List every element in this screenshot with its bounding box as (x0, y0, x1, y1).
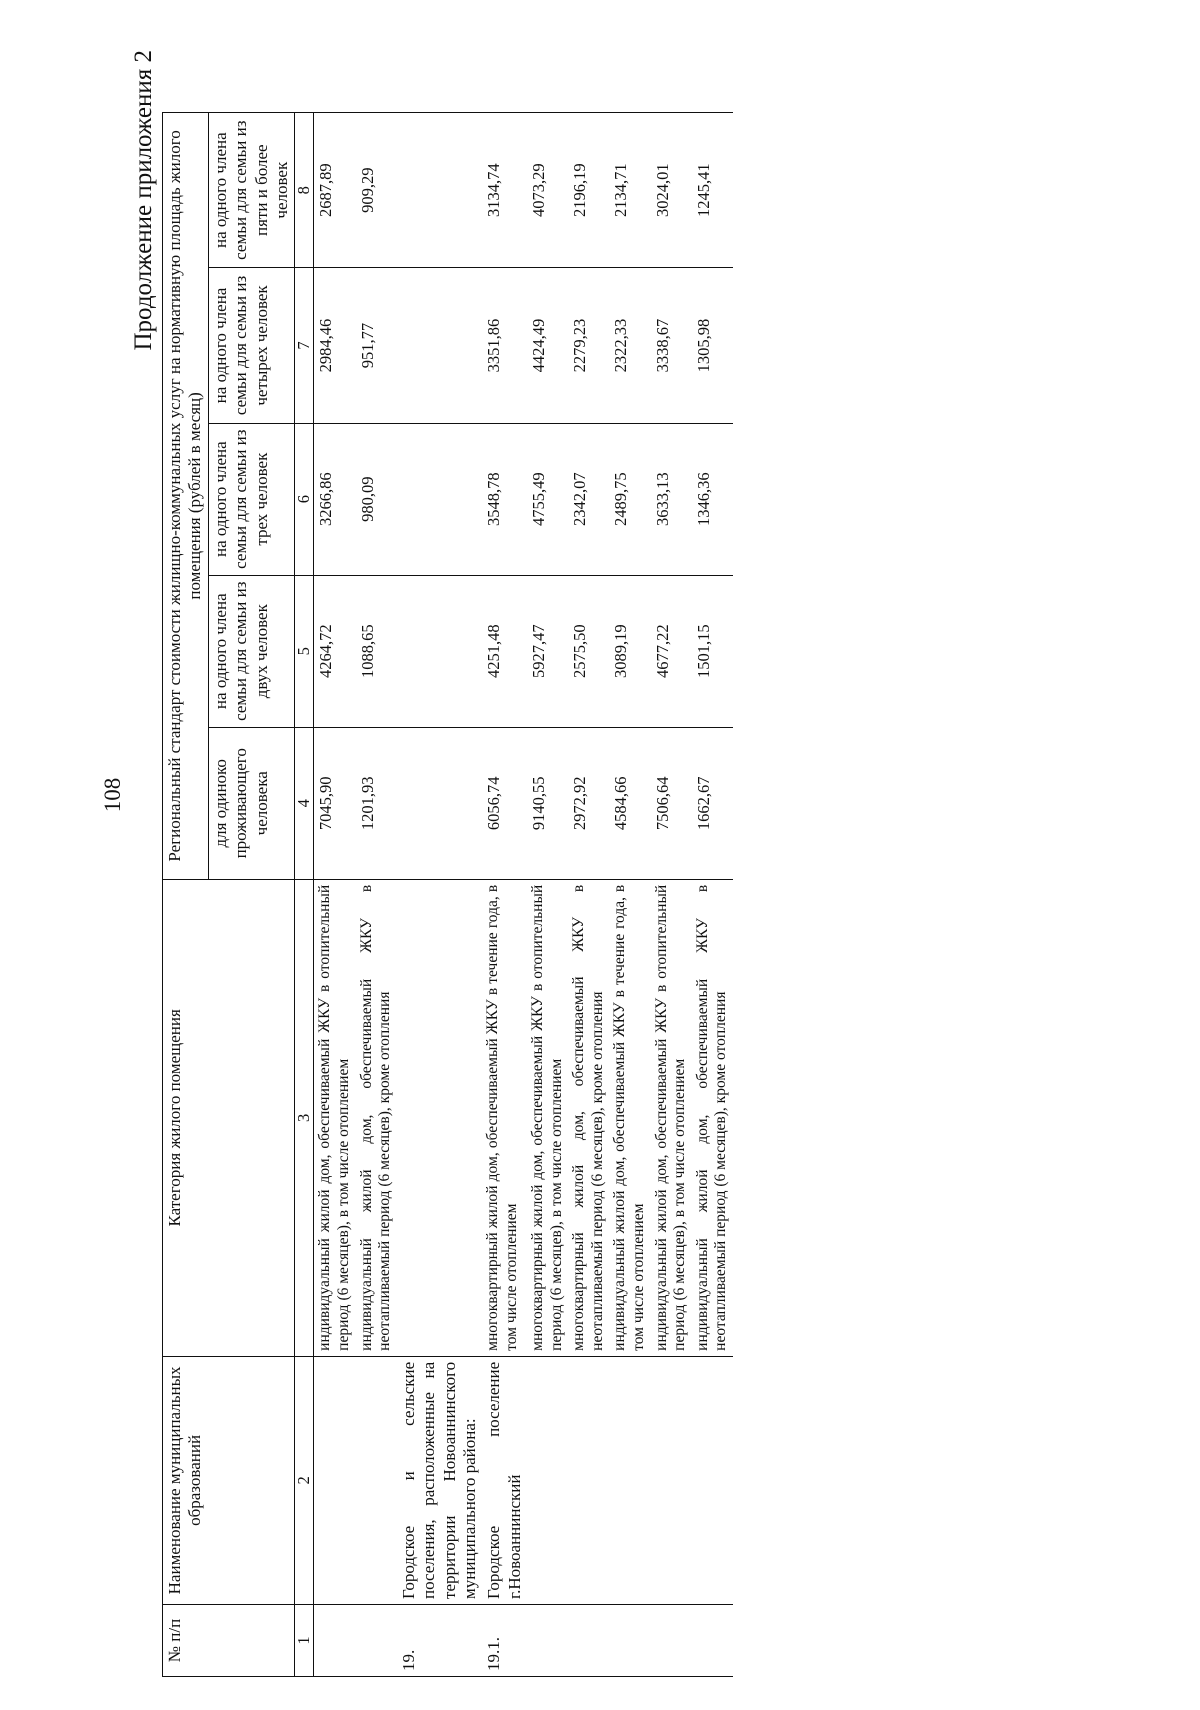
housing-category: многоквартирный жилой дом, обеспечиваемый ЖКУ в течение года, в том числе отоплением (482, 879, 527, 1356)
municipality-name (568, 1356, 609, 1604)
value-two: 2575,50 (568, 575, 609, 727)
value-single: 1662,67 (692, 727, 733, 879)
value-three: 3266,86 (314, 423, 356, 575)
header-no: № п/п (163, 1604, 295, 1676)
column-number: 1 (295, 1604, 314, 1676)
table-row (397, 113, 483, 1677)
table-row (356, 113, 397, 1677)
value-five-plus: 909,29 (356, 113, 397, 268)
row-number (692, 1604, 733, 1676)
value-three: 2342,07 (568, 423, 609, 575)
value-five-plus: 3024,01 (651, 113, 692, 268)
value-two: 4251,48 (482, 575, 527, 727)
row-number: 19. (397, 1604, 483, 1676)
value-four: 3338,67 (651, 268, 692, 423)
column-number: 3 (295, 879, 314, 1356)
table-row (568, 113, 609, 1677)
table-row (482, 113, 527, 1677)
header-col-8: на одного члена семьи для семьи из пяти и более человек (208, 113, 295, 268)
table-row (609, 113, 650, 1677)
housing-category: индивидуальный жилой дом, обеспечиваемый ЖКУ в течение года, в том числе отоплением (609, 879, 650, 1356)
municipality-name (527, 1356, 568, 1604)
header-category: Категория жилого помещения (163, 879, 295, 1356)
column-number: 2 (295, 1356, 314, 1604)
column-number: 7 (295, 268, 314, 423)
housing-category (397, 879, 483, 1356)
column-number: 6 (295, 423, 314, 575)
header-col-5: на одного члена семьи для семьи из двух человек (208, 575, 295, 727)
value-single: 6056,74 (482, 727, 527, 879)
header-col-4: для одиноко проживающего человека (208, 727, 295, 879)
value-four: 2984,46 (314, 268, 356, 423)
value-five-plus: 2134,71 (609, 113, 650, 268)
value-four: 2322,33 (609, 268, 650, 423)
value-two: 4264,72 (314, 575, 356, 727)
value-two: 4677,22 (651, 575, 692, 727)
municipality-name: Городское и сельские поселения, расположенные на территории Новоаннинского муниципального района: (397, 1356, 483, 1604)
value-five-plus: 3134,74 (482, 113, 527, 268)
table-row (692, 113, 733, 1677)
value-two: 5927,47 (527, 575, 568, 727)
value-three: 3633,13 (651, 423, 692, 575)
municipality-name (651, 1356, 692, 1604)
header-col-7: на одного члена семьи для семьи из четырех человек (208, 268, 295, 423)
row-number: 19.1. (482, 1604, 527, 1676)
housing-category: многоквартирный жилой дом, обеспечиваемый ЖКУ в отопительный период (6 месяцев), в том числе отоплением (527, 879, 568, 1356)
value-two: 1088,65 (356, 575, 397, 727)
value-single: 2972,92 (568, 727, 609, 879)
row-number (568, 1604, 609, 1676)
value-three: 3548,78 (482, 423, 527, 575)
continuation-title: Продолжение приложения 2 (130, 50, 157, 351)
municipality-name: Городское поселение г.Новоаннинский (482, 1356, 527, 1604)
column-number: 8 (295, 113, 314, 268)
municipality-name (314, 1356, 356, 1604)
value-four: 951,77 (356, 268, 397, 423)
table-row (314, 113, 356, 1677)
value-three (397, 423, 483, 575)
value-single: 7045,90 (314, 727, 356, 879)
row-number (356, 1604, 397, 1676)
row-number (314, 1604, 356, 1676)
value-three: 980,09 (356, 423, 397, 575)
row-number (609, 1604, 650, 1676)
column-number-row (295, 113, 314, 1677)
header-standard-group: Региональный стандарт стоимости жилищно-коммунальных услуг на нормативную площадь жилого помещения (рублей в месяц) (163, 113, 209, 880)
municipality-name (609, 1356, 650, 1604)
value-single: 1201,93 (356, 727, 397, 879)
value-four: 1305,98 (692, 268, 733, 423)
page-number: 108 (100, 777, 125, 813)
header-col-6: на одного члена семьи для семьи из трех человек (208, 423, 295, 575)
housing-category: индивидуальный жилой дом, обеспечиваемый ЖКУ в неотапливаемый период (6 месяцев), кроме отопления (356, 879, 397, 1356)
value-two: 3089,19 (609, 575, 650, 727)
value-three: 4755,49 (527, 423, 568, 575)
value-five-plus (397, 113, 483, 268)
column-number: 5 (295, 575, 314, 727)
column-number: 4 (295, 727, 314, 879)
housing-cost-standard-table (162, 112, 733, 1677)
header-name: Наименование муниципальных образований (163, 1356, 295, 1604)
value-four: 4424,49 (527, 268, 568, 423)
housing-category: индивидуальный жилой дом, обеспечиваемый ЖКУ в отопительный период (6 месяцев), в том числе отоплением (651, 879, 692, 1356)
value-single (397, 727, 483, 879)
housing-category: индивидуальный жилой дом, обеспечиваемый ЖКУ в неотапливаемый период (6 месяцев), кроме отопления (692, 879, 733, 1356)
value-five-plus: 4073,29 (527, 113, 568, 268)
value-five-plus: 2196,19 (568, 113, 609, 268)
value-five-plus: 2687,89 (314, 113, 356, 268)
housing-category: многоквартирный жилой дом, обеспечиваемый ЖКУ в неотапливаемый период (6 месяцев), кроме отопления (568, 879, 609, 1356)
table-row (527, 113, 568, 1677)
value-four: 3351,86 (482, 268, 527, 423)
table-row (651, 113, 692, 1677)
municipality-name (692, 1356, 733, 1604)
housing-category: индивидуальный жилой дом, обеспечиваемый ЖКУ в отопительный период (6 месяцев), в том числе отоплением (314, 879, 356, 1356)
municipality-name (356, 1356, 397, 1604)
value-five-plus: 1245,41 (692, 113, 733, 268)
value-three: 1346,36 (692, 423, 733, 575)
value-single: 4584,66 (609, 727, 650, 879)
row-number (651, 1604, 692, 1676)
value-two (397, 575, 483, 727)
value-three: 2489,75 (609, 423, 650, 575)
row-number (527, 1604, 568, 1676)
value-four: 2279,23 (568, 268, 609, 423)
value-single: 9140,55 (527, 727, 568, 879)
value-four (397, 268, 483, 423)
value-two: 1501,15 (692, 575, 733, 727)
value-single: 7506,64 (651, 727, 692, 879)
